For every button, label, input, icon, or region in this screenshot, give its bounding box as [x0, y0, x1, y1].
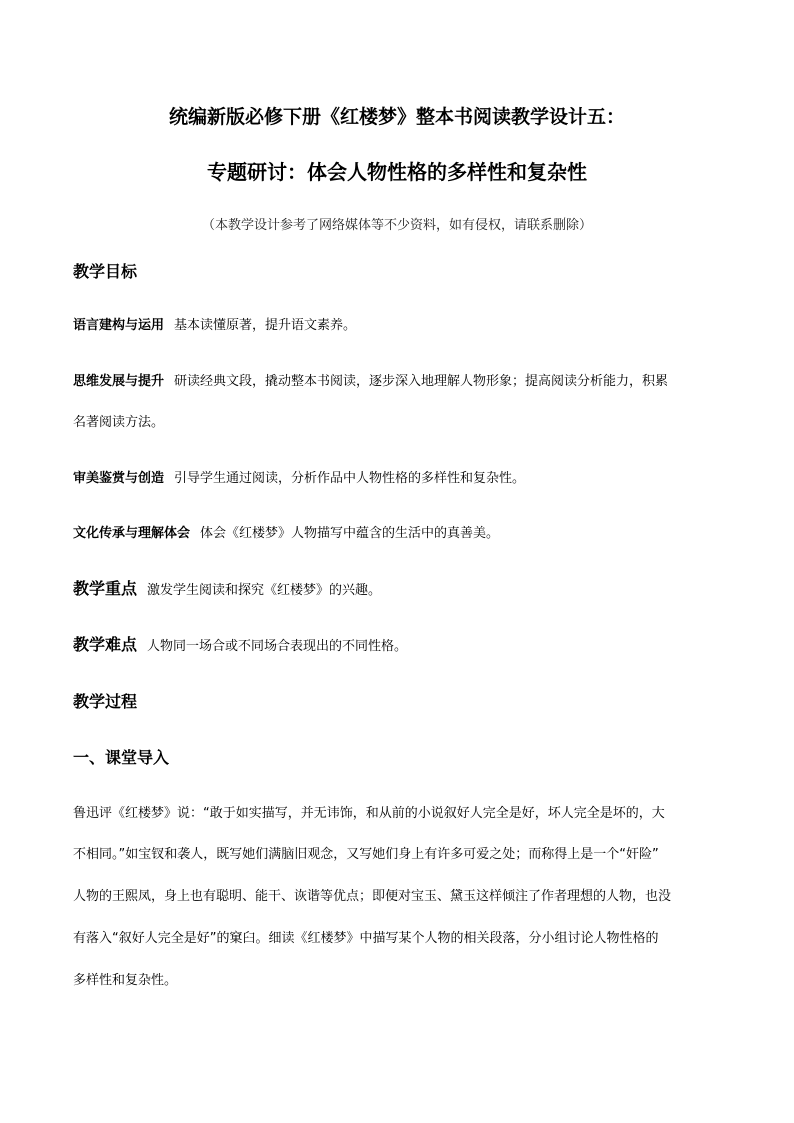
goal-label: 语言建构与运用	[73, 318, 165, 333]
key-point-label: 教学重点	[73, 579, 138, 598]
difficulty-label: 教学难点	[73, 635, 138, 654]
paragraph-line: 有落入“叙好人完全是好”的窠臼。细读《红楼梦》中描写某个人物的相关段落，分小组讨论人物性格的	[73, 931, 659, 946]
copyright-note: （本教学设计参考了网络媒体等不少资料，如有侵权，请联系删除）	[201, 218, 592, 233]
goal-text: 体会《红楼梦》人物描写中蕴含的生活中的真善美。	[200, 526, 500, 541]
goal-item	[73, 373, 723, 391]
paragraph-line: 多样性和复杂性。	[73, 973, 178, 988]
goal-text: 研读经典文段，撬动整本书阅读，逐步深入地理解人物形象；提高阅读分析能力，积累	[174, 374, 669, 389]
goal-text: 基本读懂原著，提升语文素养。	[174, 318, 357, 333]
goal-item	[73, 525, 723, 543]
difficulty-text: 人物同一场合或不同场合表现出的不同性格。	[147, 639, 408, 654]
paragraph-line: 不相同。”如宝钗和袭人，既写她们满脑旧观念，又写她们身上有许多可爱之处；而称得上是一个“奸险”	[73, 847, 659, 862]
heading-teaching-process: 教学过程	[73, 692, 138, 711]
goal-label: 思维发展与提升	[73, 374, 165, 389]
paragraph-line: 鲁迅评《红楼梦》说：“敢于如实描写，并无讳饰，和从前的小说叙好人完全是好，坏人完全是坏的，大	[73, 806, 665, 821]
goal-label: 审美鉴赏与创造	[73, 471, 165, 486]
heading-teaching-goals: 教学目标	[73, 262, 138, 281]
goal-item	[73, 470, 723, 488]
goal-label: 文化传承与理解体会	[73, 526, 191, 541]
document-subtitle: 专题研讨：体会人物性格的多样性和复杂性	[207, 160, 587, 184]
key-point-text: 激发学生阅读和探究《红楼梦》的兴趣。	[147, 583, 382, 598]
document-title: 统编新版必修下册《红楼梦》整本书阅读教学设计五：	[168, 106, 625, 128]
difficulty-row	[73, 636, 723, 656]
goal-text: 引导学生通过阅读，分析作品中人物性格的多样性和复杂性。	[174, 471, 526, 486]
paragraph-line: 人物的王熙凤，身上也有聪明、能干、诙谐等优点；即便对宝玉、黛玉这样倾注了作者理想的人物，也没	[73, 889, 672, 904]
key-point-row	[73, 580, 723, 600]
heading-section-1: 一、课堂导入	[73, 748, 170, 767]
goal-item	[73, 317, 723, 335]
goal-text-continued: 名著阅读方法。	[73, 415, 165, 430]
